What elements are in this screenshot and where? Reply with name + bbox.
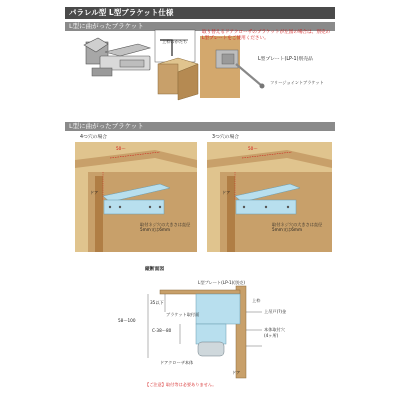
inset-label: 上枠のかたち (162, 39, 188, 44)
body-mount-callout: 本体取付穴 (264, 327, 285, 332)
dim-35: 35以下 (150, 300, 164, 305)
footnote: 【ご注意】取付等は必要ありません。 (145, 382, 217, 387)
page-title: パラレル型 L型ブラケット仕様 (65, 7, 335, 19)
closer-callout: ドアクローザ本体 (160, 360, 194, 365)
dim-left: 50〜 (116, 146, 126, 151)
screw-note-right: 取付ネジ穴の大きさは直径5mm又は6mm (272, 222, 323, 232)
section3-title: 縦断面図 (145, 267, 165, 272)
screw-note-left: 取付ネジ穴の大きさは直径5mm又は6mm (140, 222, 191, 232)
body-mount-sub: (4ヶ所) (264, 333, 279, 338)
top-frame-callout: 上枠 (252, 298, 261, 303)
upper-hinge-callout: 上吊戸(?)金 (264, 309, 287, 314)
warning-note: 取り替えるドアクローザのブラケットが左図の場合は、別売のL型プレートをご使用ください。 (202, 30, 331, 41)
plate-label: L型プレート(LP-1)別売品 (258, 57, 313, 62)
section1-title: L型に曲がったブラケット (65, 22, 335, 31)
door-right: ドア (222, 190, 231, 195)
door-left: ドア (90, 190, 99, 195)
dim-right: 50〜 (248, 146, 258, 151)
plate-callout: L型プレート(LP-1)(別売) (198, 280, 245, 285)
door-callout: ドア (232, 370, 241, 375)
joint-label: フリージョイントブラケット (270, 80, 324, 85)
bracket-hole-callout: ブラケット取付面 (166, 312, 200, 317)
section2-title: L型に曲がったブラケット (65, 122, 335, 131)
case3-label: 3つ穴の場合 (212, 135, 240, 140)
dim-58: 58〜100 (118, 318, 136, 323)
case4-label: 4つ穴の場合 (80, 135, 108, 140)
dim-c: C-38〜80 (152, 328, 172, 333)
